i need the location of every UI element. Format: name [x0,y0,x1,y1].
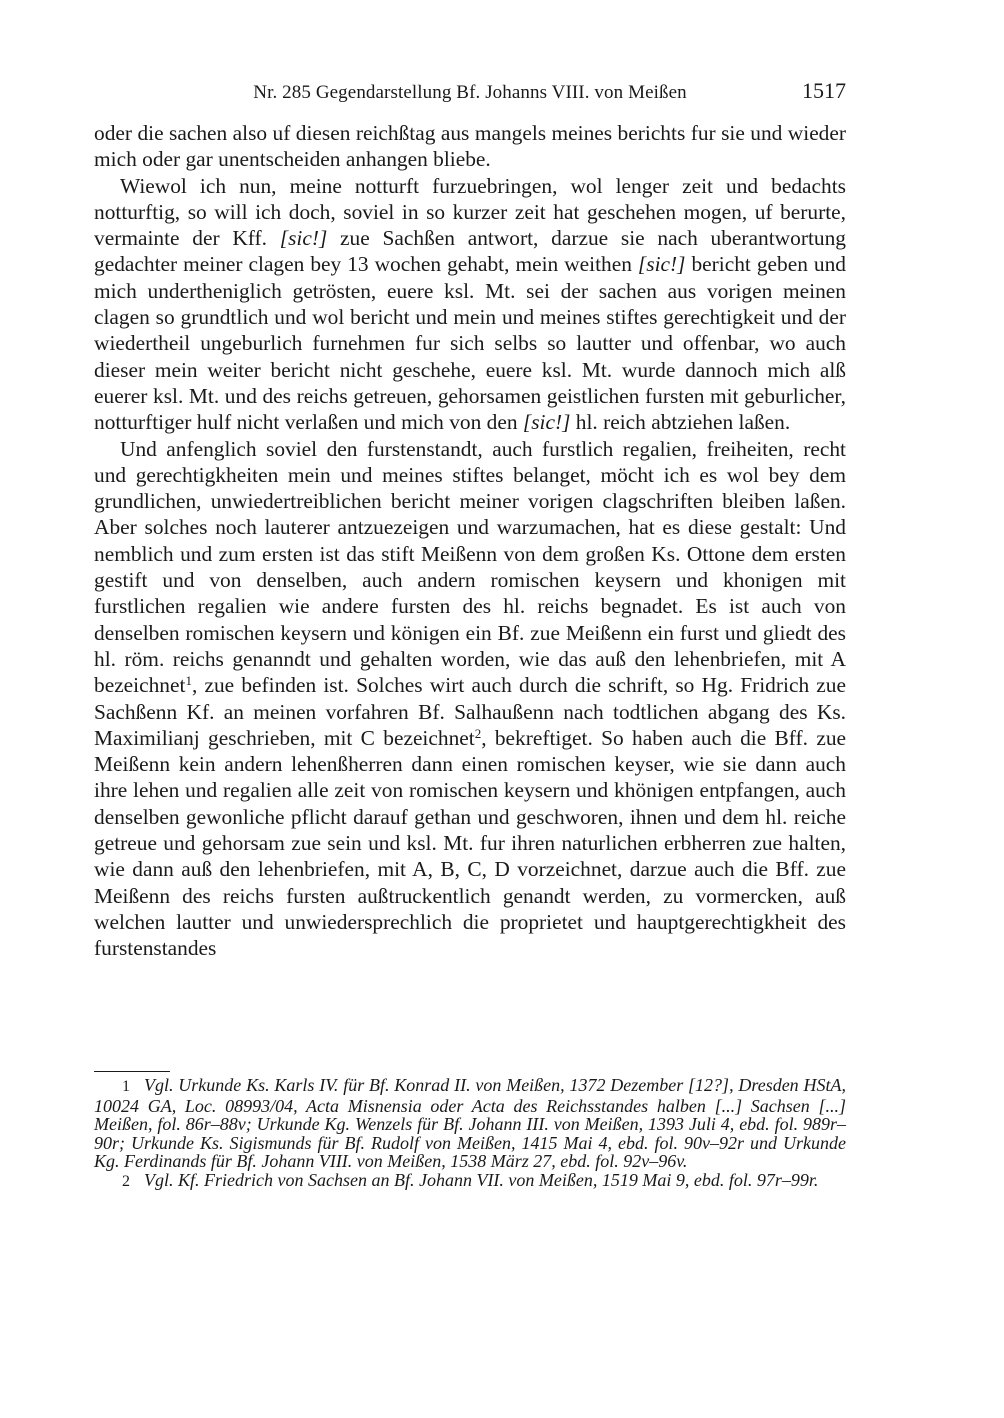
text-run: bericht geben und mich undertheniglich getrösten, euere ksl. Mt. sei der sachen aus vorigen meinen clagen so grundtlich und wol bericht und mein und meines stiftes gerechtigkeit und der wiedertheil ungeburlich furnehmen fur sich selbs so lautter und offenbar, wo auch dieser mein weiter bericht nicht geschehe, euere ksl. Mt. wurde dannoch mich alß euerer ksl. Mt. und des reichs getreuen, gehorsamen geistlichen fursten mit geburlicher, notturftiger hulf nicht verlaßen und mich von den [94,252,846,435]
sic-marker: [sic!] [279,226,328,251]
footnote-number: 2 [122,1172,130,1190]
footnote-text: Vgl. Kf. Friedrich von Sachsen an Bf. Johann VII. von Meißen, 1519 Mai 9, ebd. fol. 97r–99r. [144,1169,819,1190]
text-run: hl. reich abtziehen laßen. [570,410,791,435]
footnote-ref-2: 2 [474,725,482,741]
text-run: , zue befinden ist. Solches wirt auch durch die schrift, so Hg. Fridrich zue Sachßenn Kf. an meinen vorfahren Bf. Salhaußenn nach todtlichen abgang des Ks. Maximilianj geschrieben, mit C bezeichnet [94,673,846,750]
text-run: Und anfenglich soviel den furstenstandt, auch furstlich regalien, freiheiten, recht und gerechtigkheiten mein und meines stiftes belanget, möcht ich es wol bey dem grundlichen, unwiedertreiblichen bericht meiner vorigen clagschriften bleiben laßen. Aber solches noch lauterer antzuezeigen und warzumachen, hat es diese gestalt: Und nemblich und zum ersten ist das stift Meißenn von dem großen Ks. Ottone dem ersten gestift und von denselben, auch andern romischen keysern und khonigen mit furstlichen regalien wie andere fursten des hl. reichs begnadet. Es ist auch von denselben romischen keysern und königen ein Bf. zue Meißenn ein furst und gliedt des hl. röm. reichs genanndt und gehalten worden, wie das auß den lehenbriefen, mit A bezeichnet [94,436,846,698]
text-run: , bekreftiget. So haben auch die Bff. zue Meißenn kein andern lehenßherren dann einen romischen keyser, wie sie dann auch ihre lehen und regalien alle zeit von romischen keysern und khönigen entpfangen, auch denselben gewonliche pflicht darauf gethan und geschworen, ihnen und dem hl. reiche getreue und gehorsam zue sein und ksl. Mt. fur ihren naturlichen erbherren zue halten, wie dann auß den lehenbriefen, mit A, B, C, D vorzeichnet, darzue auch die Bff. zue Meißenn des reichs fursten außtruckentlich genandt werden, zu vormercken, auß welchen lautter und unwiedersprechlich die proprietet und hauptgerechtigkheit des furstenstandes [94,725,847,961]
sic-marker: [sic!] [522,410,571,435]
footnote-1 [94,1076,846,1171]
body-text [94,120,846,962]
footnote-ref-1: 1 [185,673,192,689]
paragraph-3 [94,436,846,962]
running-head [94,78,846,108]
footnote-number: 1 [122,1078,130,1095]
paragraph-2 [94,173,846,436]
paragraph-1: oder die sachen also uf diesen reichßtag aus mangels meines berichts fur sie und wieder mich oder gar unentscheiden anhangen bliebe. [94,121,846,172]
page-number: 1517 [802,78,846,103]
footnote-2 [94,1171,846,1192]
footnote-divider [94,1071,170,1072]
running-head-title: Nr. 285 Gegendarstellung Bf. Johanns VIII. von Meißen [253,82,687,103]
text-run: Wiewol ich nun, meine notturft furzuebringen, wol lenger zeit und bedachts notturftig, so will ich doch, soviel in so kurzer zeit hat geschehen mogen, uf berurte, vermainte der Kff. [94,173,846,251]
footnotes [94,1076,846,1192]
footnote-text: Vgl. Urkunde Ks. Karls IV. für Bf. Konrad II. von Meißen, 1372 Dezember [12?], Dresden HStA, 10024 GA, Loc. 08993/04, Acta Misnensia oder Acta des Reichsstandes halben [...] Sachsen [...] Meißen, fol. 86r–88v; Urkunde Kg. Wenzels für Bf. Johann III. von Meißen, 1393 Juli 4, ebd. fol. 989r–90r; Urkunde Ks. Sigismunds für Bf. Rudolf von Meißen, 1415 Mai 4, ebd. fol. 90v–92r und Urkunde Kg. Ferdinands für Bf. Johann VIII. von Meißen, 1538 März 27, ebd. fol. 92v–96v. [94,1075,846,1172]
sic-marker: [sic!] [637,252,686,277]
text-run: zue Sachßen antwort, darzue sie nach uberantwortung gedachter meiner clagen bey 13 wochen gehabt, mein weithen [94,226,846,277]
